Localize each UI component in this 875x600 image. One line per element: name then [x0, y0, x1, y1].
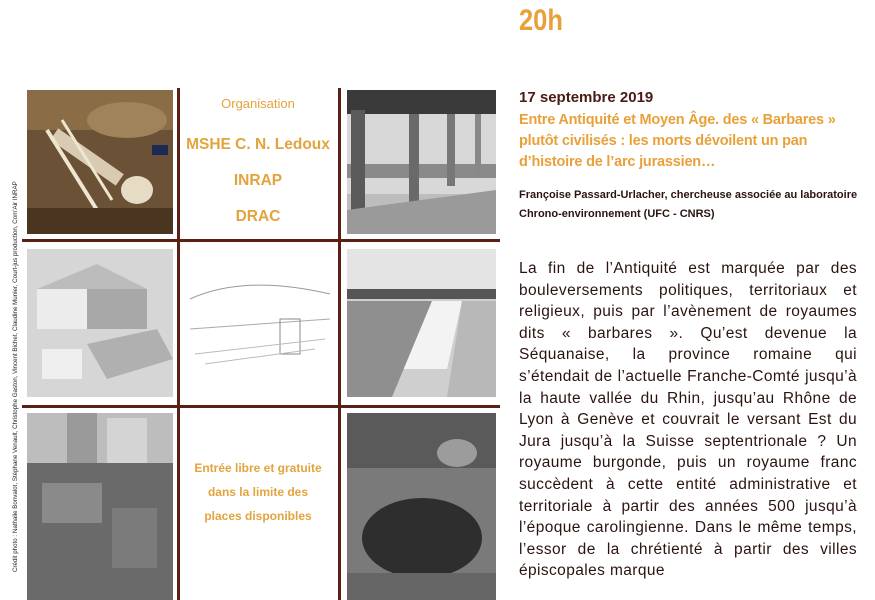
event-description: La fin de l’Antiquité est marquée par des bouleversements politiques, territoriaux et religieux, puis par l’avènement de royaumes dits « barbares ». Qu’est devenue la Séquanaise, la province romaine qui s’étendait de l’actuelle Franche-Comté jusqu’à la haute vallée du Rhin, jusqu’au Rhône de Lyon à Genève et couvrait le versant Est du Jura jusqu’à la Suisse septentrionale ? Un royaume burgonde, puis un royaume franc succèdent à cette entité administrative et territoriale à partir des années 500 jusqu’à l’époque carolingienne. Dans le même temps, l’essor de la chrétienté à partir des villes épiscopales marque — [519, 260, 857, 580]
entry-info — [181, 456, 335, 528]
organisation-inrap: INRAP — [233, 172, 283, 189]
photo-credit — [2, 82, 22, 572]
event-time: 20h — [519, 4, 563, 37]
grid-line-vertical-left — [177, 88, 180, 600]
event-title: Entre Antiquité et Moyen Âge. des « Barbares » plutôt civilisés : les morts dévoilent un pan d’histoire de l’arc jurassien… — [519, 112, 836, 170]
event-speaker: Françoise Passard-Urlacher, chercheuse associée au laboratoire Chrono-environnement (UFC - CNRS) — [519, 189, 858, 220]
event-date: 17 septembre 2019 — [519, 89, 654, 106]
photo-aerial-site — [347, 249, 496, 397]
organisation-drac: DRAC — [235, 208, 281, 225]
entry-line: Entrée libre et gratuite — [194, 461, 322, 475]
photo-urban-excavation — [27, 413, 173, 600]
photo-sketch — [185, 249, 335, 397]
photo-credit-text: Crédit photo : Nathalie Bonvalot, Stéphane Venault, Christophe Gaston, Vincent Bichet, Claudine Munier, Court-jus production, Com'Air INRAP — [12, 181, 19, 572]
grid-line-horizontal-bottom — [22, 405, 500, 408]
photo-colonnade — [347, 90, 496, 234]
organisation-label: Organisation — [221, 96, 295, 111]
grid-line-vertical-right — [338, 88, 341, 600]
entry-line: places disponibles — [204, 509, 312, 523]
organisation-msh: MSHE C. N. Ledoux — [186, 136, 330, 153]
photo-trench — [347, 413, 496, 600]
grid-line-horizontal-top — [22, 239, 500, 242]
photo-skeleton-excavation — [27, 90, 173, 234]
entry-line: dans la limite des — [207, 485, 309, 499]
photo-reconstruction — [27, 249, 173, 397]
